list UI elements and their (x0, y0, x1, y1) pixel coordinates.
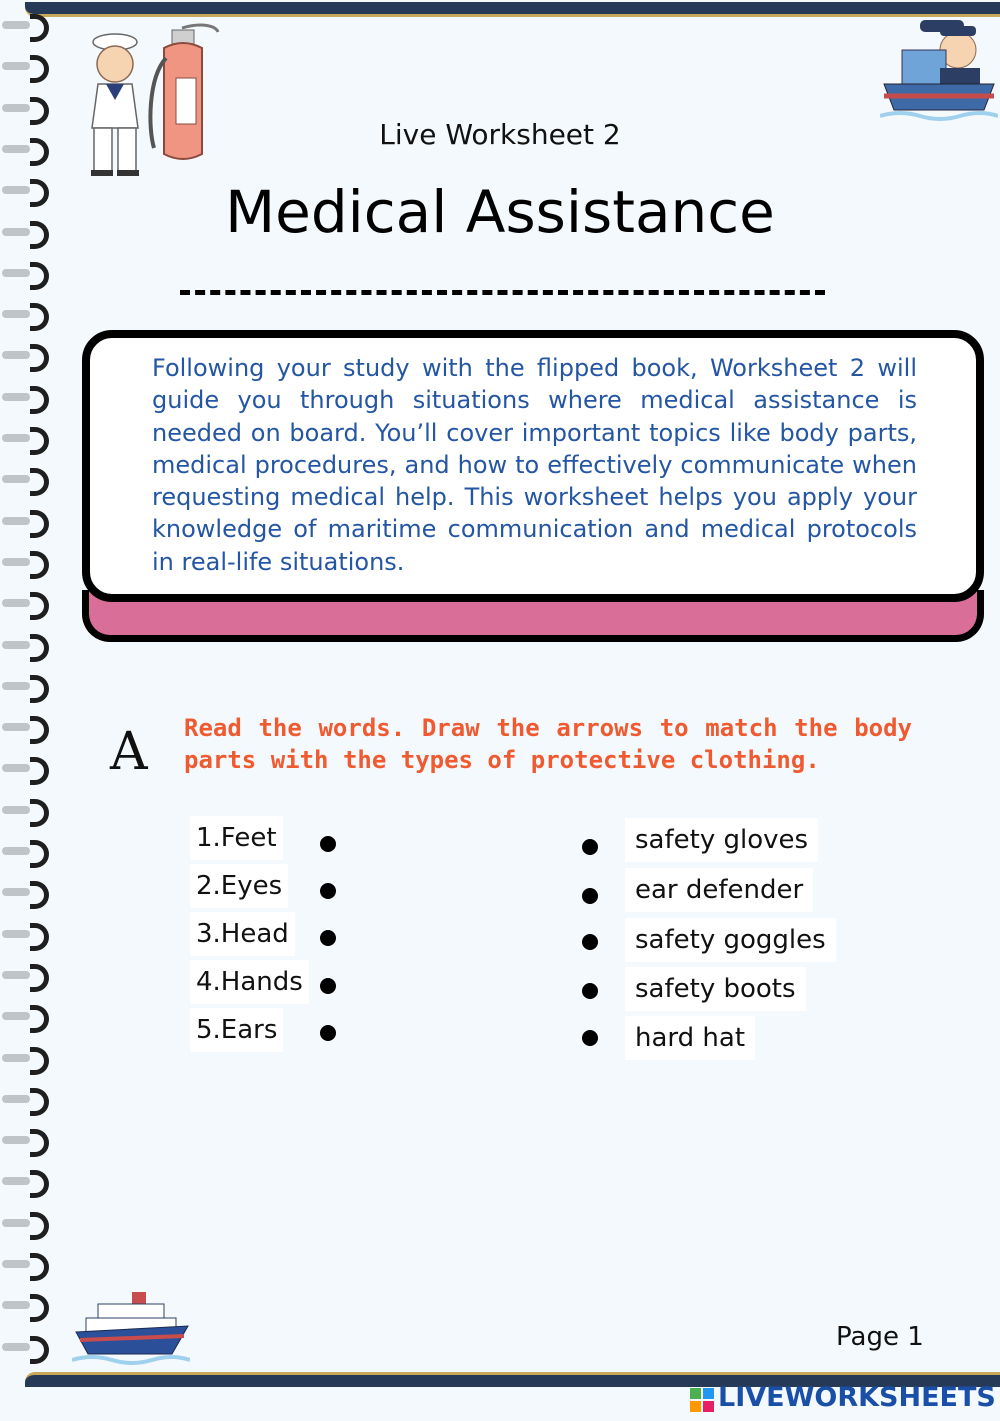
spiral-ring (0, 590, 54, 616)
worksheet-subtitle: Live Worksheet 2 (379, 118, 621, 151)
title-divider (180, 290, 825, 295)
page-title: Medical Assistance (225, 178, 775, 246)
spiral-ring (0, 1251, 54, 1277)
left-item-2: 2.Eyes (190, 864, 288, 908)
liveworksheets-brand[interactable]: LIVEWORKSHEETS (718, 1382, 996, 1413)
spiral-ring (0, 384, 54, 410)
spiral-ring (0, 1334, 54, 1360)
right-item-2: ear defender (625, 868, 813, 912)
spiral-ring (0, 632, 54, 658)
spiral-ring (0, 921, 54, 947)
spiral-ring (0, 549, 54, 575)
spiral-ring (0, 342, 54, 368)
left-item-4: 4.Hands (190, 960, 309, 1004)
left-match-dot-5[interactable] (320, 1025, 336, 1041)
spiral-ring (0, 838, 54, 864)
right-match-dot-3[interactable] (582, 934, 598, 950)
spiral-ring (0, 1086, 54, 1112)
right-item-3: safety goggles (625, 918, 836, 962)
spiral-ring (0, 466, 54, 492)
spiral-ring (0, 508, 54, 534)
captain-ship-icon (880, 10, 998, 122)
spiral-ring (0, 12, 54, 38)
spiral-ring (0, 673, 54, 699)
cruise-ship-icon (72, 1290, 190, 1366)
intro-text: Following your study with the flipped book, Worksheet 2 will guide you through situations where medical assistance is needed on board. You’ll cover important topics like body parts, medical procedures, and how to effectively communicate when requesting medical help. This worksheet helps you apply your knowledge of maritime communication and medical protocols in real-life situations. (152, 354, 917, 576)
left-match-dot-4[interactable] (320, 978, 336, 994)
spiral-ring (0, 260, 54, 286)
right-item-5: hard hat (625, 1016, 755, 1060)
spiral-ring (0, 425, 54, 451)
section-letter: A (110, 722, 148, 782)
spiral-ring (0, 797, 54, 823)
spiral-ring (0, 95, 54, 121)
right-match-dot-1[interactable] (582, 839, 598, 855)
spiral-ring (0, 1210, 54, 1236)
spiral-ring (0, 1292, 54, 1318)
spiral-ring (0, 755, 54, 781)
sailor-icon (78, 28, 152, 178)
spiral-ring (0, 53, 54, 79)
left-item-3: 3.Head (190, 912, 295, 956)
section-instruction: Read the words. Draw the arrows to match the body parts with the types of protective clothing. (184, 714, 912, 774)
left-item-5: 5.Ears (190, 1008, 283, 1052)
spiral-ring (0, 1045, 54, 1071)
left-match-dot-3[interactable] (320, 930, 336, 946)
spiral-ring (0, 1003, 54, 1029)
spiral-ring (0, 879, 54, 905)
top-border (25, 2, 1000, 17)
spiral-ring (0, 301, 54, 327)
spiral-ring (0, 1168, 54, 1194)
right-item-4: safety boots (625, 967, 806, 1011)
spiral-ring (0, 714, 54, 740)
left-match-dot-2[interactable] (320, 883, 336, 899)
left-item-1: 1.Feet (190, 816, 283, 860)
spiral-ring (0, 1127, 54, 1153)
right-match-dot-5[interactable] (582, 1030, 598, 1046)
liveworksheets-logo-icon (690, 1388, 714, 1412)
spiral-ring (0, 962, 54, 988)
right-match-dot-2[interactable] (582, 888, 598, 904)
right-item-1: safety gloves (625, 818, 818, 862)
page-number: Page 1 (836, 1322, 924, 1352)
left-match-dot-1[interactable] (320, 836, 336, 852)
right-match-dot-4[interactable] (582, 983, 598, 999)
